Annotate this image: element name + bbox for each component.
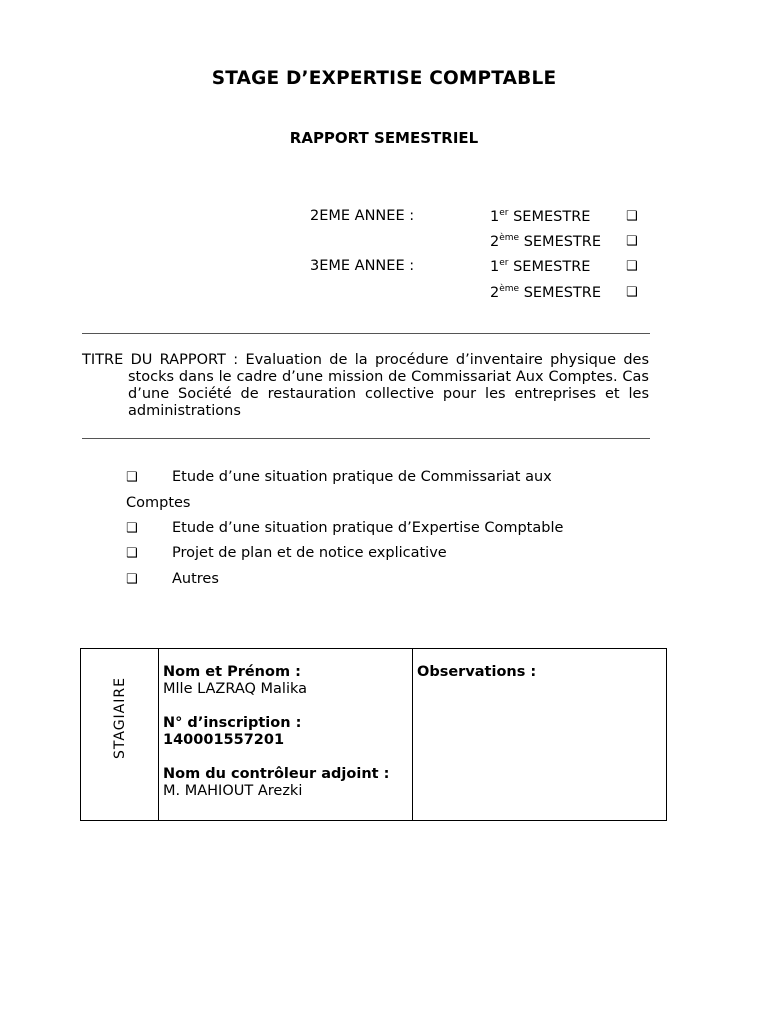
semester-checkbox[interactable]: ❑ <box>626 259 638 274</box>
option-label-continued: Comptes <box>126 495 191 511</box>
observations-label: Observations : <box>417 664 537 680</box>
column-divider <box>158 649 159 820</box>
semester-label: 2ème SEMESTRE <box>490 233 602 250</box>
semester-checkbox[interactable]: ❑ <box>626 234 638 249</box>
semester-row <box>0 284 768 304</box>
name-label: Nom et Prénom : <box>163 664 301 680</box>
name-value: Mlle LAZRAQ Malika <box>163 681 308 697</box>
report-title <box>82 352 649 420</box>
controller-label: Nom du contrôleur adjoint : <box>163 766 390 782</box>
divider-bottom <box>82 438 650 439</box>
option-item <box>126 571 219 587</box>
stagiaire-label: STAGIAIRE <box>112 677 128 759</box>
option-label: Etude d’une situation pratique de Commissariat aux <box>172 469 552 485</box>
semester-label: 2ème SEMESTRE <box>490 284 602 301</box>
column-divider <box>412 649 413 820</box>
option-item <box>126 469 552 485</box>
semester-checkbox[interactable]: ❑ <box>626 285 638 300</box>
inscription-label: N° d’inscription : <box>163 715 302 731</box>
option-checkbox[interactable]: ❑ <box>126 470 138 485</box>
semester-row <box>0 233 768 253</box>
report-title-text: Evaluation de la procédure d’inventaire physique des stocks dans le cadre d’une mission de Commissariat Aux Comptes. Cas d’une Société de restauration collective pour les entreprises et les administrations <box>128 352 650 419</box>
controller-value: M. MAHIOUT Arezki <box>163 783 303 799</box>
document-title: STAGE D’EXPERTISE COMPTABLE <box>211 68 557 89</box>
observations-cell <box>417 664 536 681</box>
document-subtitle: RAPPORT SEMESTRIEL <box>289 129 479 147</box>
semester-label: 1er SEMESTRE <box>490 258 591 275</box>
option-label: Projet de plan et de notice explicative <box>172 545 447 561</box>
semester-checkbox[interactable]: ❑ <box>626 209 638 224</box>
divider-top <box>82 333 650 334</box>
inscription-value: 140001557201 <box>163 732 285 748</box>
option-label: Autres <box>172 571 219 587</box>
semester-label: 1er SEMESTRE <box>490 208 591 225</box>
year-label: 3EME ANNEE : <box>310 258 415 274</box>
report-title-label: TITRE DU RAPPORT : <box>82 352 239 368</box>
option-checkbox[interactable]: ❑ <box>126 572 138 587</box>
option-checkbox[interactable]: ❑ <box>126 546 138 561</box>
option-item <box>126 545 447 561</box>
semester-row <box>0 208 768 228</box>
year-label: 2EME ANNEE : <box>310 208 415 224</box>
option-label: Etude d’une situation pratique d’Expertise Comptable <box>172 520 564 536</box>
option-checkbox[interactable]: ❑ <box>126 521 138 536</box>
semester-row <box>0 258 768 278</box>
option-item <box>126 520 563 536</box>
stagiaire-details <box>163 664 389 800</box>
